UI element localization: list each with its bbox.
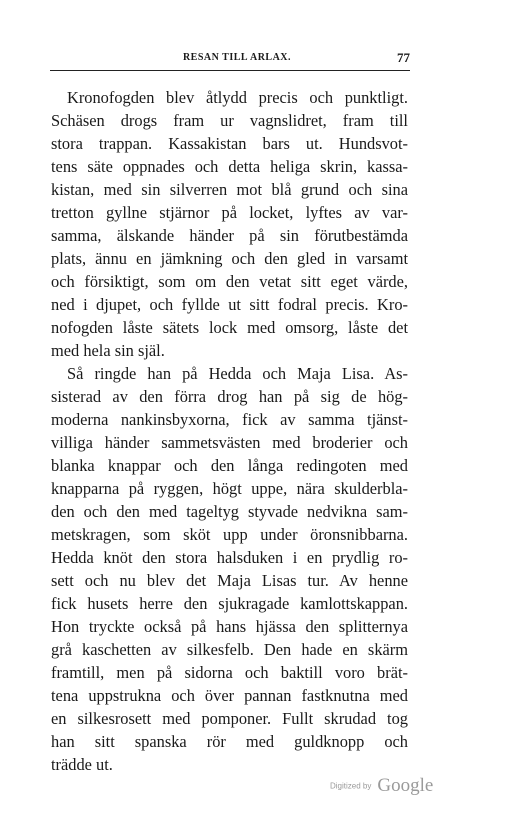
text-line: och försiktigt, som om den vetat sitt eget värde,	[51, 272, 408, 291]
paragraph	[51, 362, 408, 776]
text-line: nofogden låste sätets lock med omsorg, låste det	[51, 318, 408, 337]
paragraph	[51, 86, 408, 362]
text-line: metskragen, som sköt upp under öronsnibbarna.	[51, 525, 408, 544]
text-line: ned i djupet, och fyllde ut sitt fodral precis. Kro-	[51, 295, 408, 314]
text-line: grå kaschetten av silkesfelb. Den hade en skärm	[51, 640, 408, 659]
text-line: han sitt spanska rör med guldknopp och	[51, 732, 408, 751]
text-body	[51, 86, 408, 776]
text-line: fick husets herre den sjukragade kamlottskappan.	[51, 594, 408, 613]
running-title: RESAN TILL ARLAX.	[182, 52, 292, 63]
page-header	[50, 50, 410, 68]
text-line: sisterad av den förra drog han på sig de hög-	[51, 387, 408, 406]
text-line: sett och nu blev det Maja Lisas tur. Av henne	[51, 571, 408, 590]
text-line: moderna nankinsbyxorna, fick av samma tjänst-	[51, 410, 408, 429]
text-line: trädde ut.	[51, 755, 113, 774]
page-number: 77	[397, 50, 410, 65]
text-line: plats, ännu en jämkning och den gled in varsamt	[51, 249, 408, 268]
text-line: villiga händer sammetsvästen med broderier och	[51, 433, 408, 452]
watermark-prefix: Digitized by	[330, 781, 372, 791]
text-line: knapparna på ryggen, högt uppe, nära skulderbla-	[51, 479, 408, 498]
text-line: tena uppstrukna och över pannan fastknutna med	[51, 686, 408, 705]
text-line: den och den med tageltyg styvade nedvikna sam-	[51, 502, 408, 521]
text-line: Hon tryckte också på hans hjässa den splitternya	[51, 617, 408, 636]
google-logo: Google	[377, 775, 434, 796]
text-line: samma, älskande händer på sin förutbestämda	[51, 226, 408, 245]
digitized-by-google-watermark	[330, 775, 470, 801]
text-line: framtill, men på sidorna och baktill voro brät-	[51, 663, 408, 682]
text-line: Så ringde han på Hedda och Maja Lisa. As-	[67, 364, 408, 383]
header-rule	[50, 70, 410, 71]
text-line: blanka knappar och den långa redingoten med	[51, 456, 408, 475]
text-line: tretton gyllne stjärnor på locket, lyftes av var-	[51, 203, 408, 222]
text-line: stora trappan. Kassakistan bars ut. Hundsvot-	[51, 134, 408, 153]
text-line: tens säte oppnades och detta heliga skrin, kassa-	[51, 157, 408, 176]
text-line: kistan, med sin silverren mot blå grund och sina	[51, 180, 408, 199]
text-line: Kronofogden blev åtlydd precis och punktligt.	[67, 88, 408, 107]
text-line: en silkesrosett med pomponer. Fullt skrudad tog	[51, 709, 408, 728]
text-line: Schäsen drogs fram ur vagnslidret, fram till	[51, 111, 408, 130]
text-line: med hela sin själ.	[51, 341, 165, 360]
text-line: Hedda knöt den stora halsduken i en prydlig ro-	[51, 548, 408, 567]
